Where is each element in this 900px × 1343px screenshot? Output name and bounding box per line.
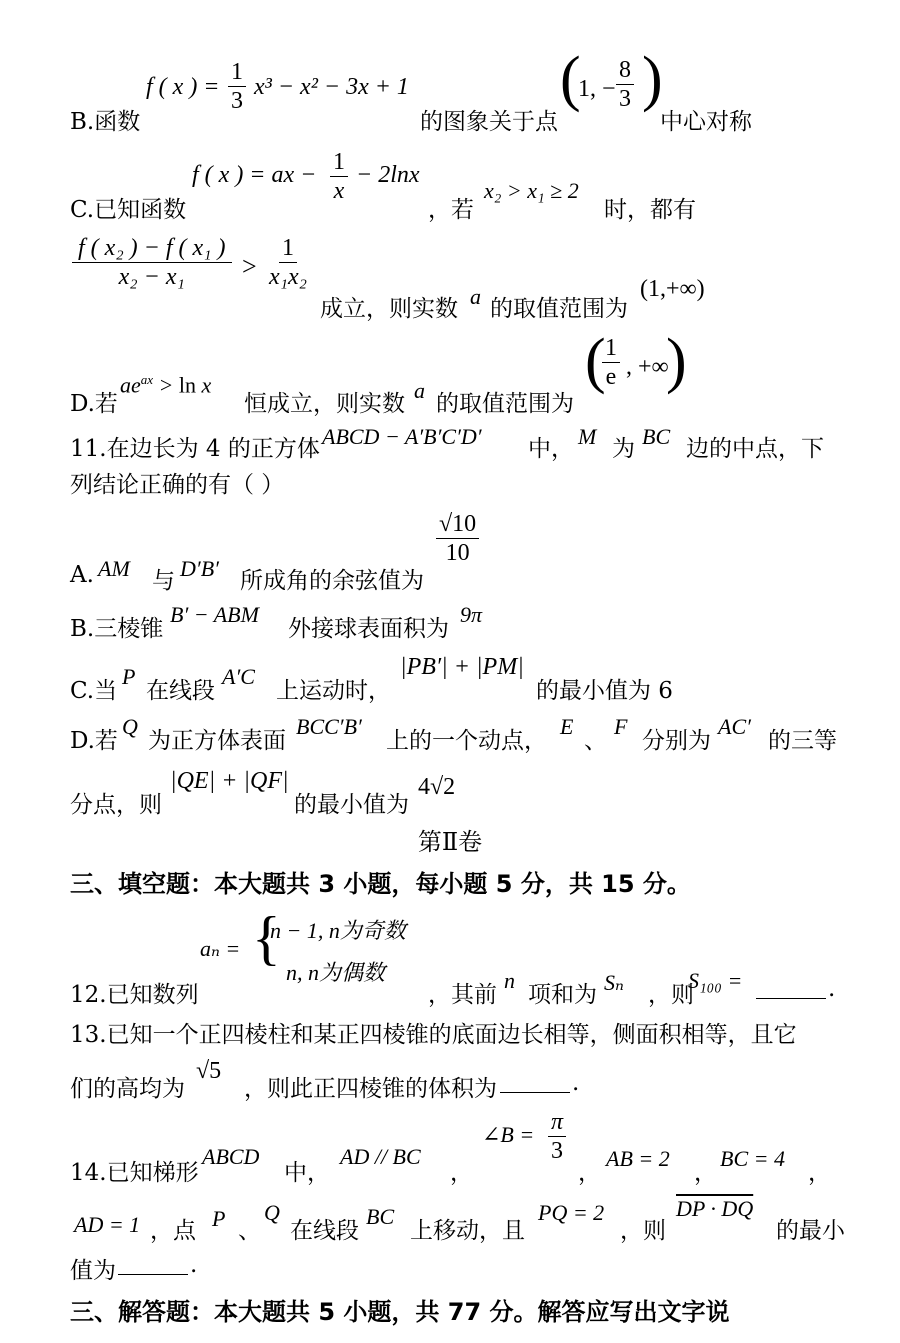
q14-P: P xyxy=(212,1206,226,1231)
q14-parallel: AD // BC xyxy=(340,1144,421,1169)
q11-c-5: |PB′| + |PM| xyxy=(400,654,524,680)
option-c-formula-lhs: f ( x ) = ax − xyxy=(192,162,317,188)
option-b-suffix: 中心对称 xyxy=(660,109,752,135)
q11-a-1: AM xyxy=(98,556,130,581)
q11-d-1: Q xyxy=(122,714,138,739)
q12-mid3: ，则 xyxy=(648,982,694,1008)
option-d-prefix: D.若 xyxy=(70,391,118,417)
q12-S100: S₁₀₀ = xyxy=(688,968,743,993)
q14-AD: AD = 1 xyxy=(74,1212,141,1237)
q13-line2-b: ，则此正四棱锥的体积为 xyxy=(244,1076,497,1102)
q11-d-9: AC′ xyxy=(718,714,751,739)
q14-t10: ，则 xyxy=(620,1218,666,1244)
q11-a-4: 所成角的余弦值为 xyxy=(240,568,424,594)
option-c-tail: 成立，则实数 xyxy=(320,296,458,322)
q11-d-3: BCC′B′ xyxy=(296,714,362,739)
left-brace-icon: { xyxy=(252,905,281,971)
option-d-inequality: $ae^{ax} > \ln x$ xyxy=(120,372,212,398)
q11-d-6: 、 xyxy=(584,728,607,754)
option-d-range-fraction: $\frac{1}{e}$ xyxy=(602,334,620,391)
q12-answer-blank[interactable] xyxy=(756,976,826,999)
option-d-range-rest: , +∞ xyxy=(626,354,669,380)
q14-t11: 的最小 xyxy=(776,1218,845,1244)
q11-b-3: 9π xyxy=(460,602,483,627)
option-b-mid: 的图象关于点 xyxy=(420,109,558,135)
q11-d-2: 为正方体表面 xyxy=(148,728,286,754)
option-d-var: a xyxy=(414,378,425,403)
right-paren: ) xyxy=(642,45,663,113)
q11-d2-1: 分点，则 xyxy=(70,792,162,818)
option-b-prefix: B.函数 xyxy=(70,109,141,135)
q14-BC: BC = 4 xyxy=(720,1146,785,1171)
q14-PQ: PQ = 2 xyxy=(538,1200,605,1225)
q13-answer-blank[interactable] xyxy=(500,1070,570,1093)
q11-line2: 列结论正确的有（ ） xyxy=(70,472,285,498)
q11-d2-2: |QE| + |QF| xyxy=(170,768,289,794)
option-c-var: a xyxy=(470,284,481,309)
q11-c-4: 上运动时， xyxy=(276,678,391,704)
q11-c-1: P xyxy=(122,664,136,689)
section-title: 第Ⅱ卷 xyxy=(417,828,483,856)
q12-case1: n − 1, n为奇数 xyxy=(270,918,406,943)
option-b-formula-rhs: x³ − x² − 3x + 1 xyxy=(254,74,409,100)
option-c-inequality-left: $\frac{\text{f ( x₂ ) − f ( x₁ )}}{\text{x₂ − x₁}}$ xyxy=(72,234,232,291)
q11-c-2: 在线段 xyxy=(146,678,215,704)
q12-Sn: Sₙ xyxy=(604,970,624,995)
left-paren: ( xyxy=(585,327,606,395)
option-c-condition: x₂ > x₁ ≥ 2 xyxy=(484,178,579,203)
option-b-point-left: 1, − xyxy=(578,76,616,102)
q11-d2-3: 的最小值为 xyxy=(294,792,409,818)
right-paren: ) xyxy=(666,327,687,395)
option-b-formula-lhs: f ( x ) = xyxy=(146,74,220,100)
q13-end: . xyxy=(572,1070,580,1096)
q11-line1-a: 11.在边长为 4 的正方体 xyxy=(70,436,320,462)
q11-b-1: B′ − ABM xyxy=(170,602,259,627)
q13-line2-a: 们的高均为 xyxy=(70,1076,185,1102)
q11-a-fraction: $\frac{√10}{10}$ xyxy=(436,510,479,567)
option-b-fraction: $\frac{1}{3}$ xyxy=(228,58,246,115)
q12-prefix: 12.已知数列 xyxy=(70,982,199,1008)
q14-angle: ∠B = xyxy=(482,1122,535,1147)
q12-n: n xyxy=(504,968,515,993)
q11-BC: BC xyxy=(642,424,671,449)
q14-t9: 上移动，且 xyxy=(410,1218,525,1244)
q14-t2: ， xyxy=(450,1160,473,1186)
q14-t3: ， xyxy=(578,1160,601,1186)
q11-b-prefix: B.三棱锥 xyxy=(70,616,164,642)
q11-d-5: E xyxy=(560,714,574,739)
q14-t7: 、 xyxy=(238,1218,261,1244)
q11-d-prefix: D.若 xyxy=(70,728,118,754)
q13-line1: 13.已知一个正四棱柱和某正四棱锥的底面边长相等，侧面积相等，且它 xyxy=(70,1022,797,1048)
option-c-inequality-right: $\frac{1}{\text{x₁x₂}}$ xyxy=(269,235,307,290)
q11-a-2: 与 xyxy=(152,568,175,594)
q11-a-prefix: A. xyxy=(70,562,94,588)
q14-end: . xyxy=(190,1252,198,1278)
q11-cube: ABCD − A′B′C′D′ xyxy=(322,424,482,449)
q11-d-10: 的三等 xyxy=(768,728,837,754)
option-b-point-fraction: $\frac{8}{3}$ xyxy=(616,56,634,113)
q12-end: . xyxy=(828,976,836,1002)
q11-line1-b: 中， xyxy=(528,436,574,462)
option-c-tail2: 的取值范围为 xyxy=(490,296,628,322)
option-c-suffix: 时，都有 xyxy=(604,197,696,223)
option-c-gt: > xyxy=(242,252,257,281)
q11-d2-4: 4√2 xyxy=(418,774,456,800)
q13-sqrt5: √5 xyxy=(196,1058,222,1084)
q11-b-2: 外接球表面积为 xyxy=(288,616,449,642)
option-c-prefix: C.已知函数 xyxy=(70,197,187,223)
q12-case2: n, n为偶数 xyxy=(286,960,386,985)
option-c-range: (1,+∞) xyxy=(640,276,705,302)
q11-d-7: F xyxy=(614,714,628,739)
option-c-fraction: $\frac{1}{x}$ xyxy=(330,148,348,205)
option-c-formula-rhs: − 2lnx xyxy=(356,162,420,188)
q14-dot-product: DP · DQ xyxy=(676,1196,754,1221)
q11-c-prefix: C.当 xyxy=(70,678,118,704)
q14-t4: ， xyxy=(694,1160,717,1186)
fill-in-header: 三、填空题：本大题共 3 小题，每小题 5 分，共 15 分。 xyxy=(70,870,691,898)
q14-t8: 在线段 xyxy=(290,1218,359,1244)
q11-d-4: 上的一个动点， xyxy=(386,728,547,754)
q14-t6: ，点 xyxy=(150,1218,196,1244)
q14-t5: ， xyxy=(808,1160,831,1186)
q14-angle-fraction: $\frac{\pi}{3}$ xyxy=(548,1108,566,1165)
q11-M: M xyxy=(578,424,597,449)
q12-a-n: aₙ = xyxy=(200,936,241,961)
q11-d-8: 分别为 xyxy=(642,728,711,754)
left-paren: ( xyxy=(560,45,581,113)
q14-AB: AB = 2 xyxy=(606,1146,670,1171)
q11-line1-d: 边的中点，下 xyxy=(686,436,824,462)
option-d-tail: 的取值范围为 xyxy=(436,391,574,417)
q11-a-3: D′B′ xyxy=(180,556,219,581)
q11-c-3: A′C xyxy=(222,664,255,689)
q12-mid2: 项和为 xyxy=(528,982,597,1008)
q12-mid: ，其前 xyxy=(428,982,497,1008)
q14-ABCD: ABCD xyxy=(202,1144,260,1169)
q14-prefix: 14.已知梯形 xyxy=(70,1160,199,1186)
q11-c-6: 的最小值为 6 xyxy=(536,678,673,704)
option-d-mid: 恒成立，则实数 xyxy=(244,391,405,417)
q11-line1-c: 为 xyxy=(612,436,635,462)
q14-Q: Q xyxy=(264,1200,280,1225)
q14-t1: 中， xyxy=(284,1160,330,1186)
q14-line3: 值为 xyxy=(70,1258,116,1284)
q14-BC2: BC xyxy=(366,1204,395,1229)
q14-answer-blank[interactable] xyxy=(118,1252,188,1275)
option-c-mid: ，若 xyxy=(428,197,474,223)
solve-header: 三、解答题：本大题共 5 小题，共 77 分。解答应写出文字说 xyxy=(70,1298,730,1326)
